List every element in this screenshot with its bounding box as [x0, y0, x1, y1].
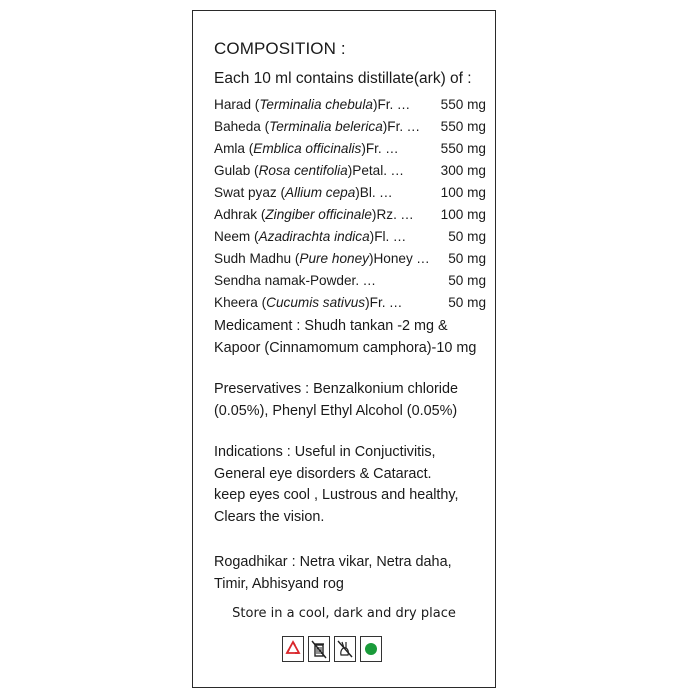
- ingredient-quantity: 550 mg: [440, 119, 486, 134]
- label-panel: [192, 10, 496, 688]
- composition-title: COMPOSITION :: [214, 39, 346, 58]
- ingredient-name: [214, 160, 387, 182]
- indications-line: keep eyes cool , Lustrous and healthy,: [214, 487, 459, 503]
- ingredient-common-name: Swat pyaz (: [214, 185, 286, 200]
- ingredient-name: [214, 248, 413, 270]
- ingredient-part: )Rz.: [371, 207, 397, 222]
- ingredient-name: [214, 292, 386, 314]
- ingredient-name: [214, 270, 359, 292]
- ingredient-part: )Fr.: [361, 141, 382, 156]
- ingredient-quantity: 50 mg: [448, 295, 486, 310]
- ingredient-name: [214, 116, 403, 138]
- ingredient-latin-name: Rosa centifolia: [258, 163, 348, 178]
- medicament-line: Medicament : Shudh tankan -2 mg &: [214, 318, 448, 334]
- ingredient-leader-dots: ...: [385, 141, 399, 156]
- ingredient-quantity: 100 mg: [440, 207, 486, 222]
- ingredient-list: [214, 94, 486, 314]
- composition-intro: Each 10 ml contains distillate(ark) of :: [214, 70, 472, 87]
- preservatives-block: [214, 379, 486, 422]
- ingredient-row: [214, 292, 486, 314]
- ingredient-quantity: 50 mg: [448, 229, 486, 244]
- ingredient-latin-name: Emblica officinalis: [253, 141, 362, 156]
- ingredient-common-name: Neem (: [214, 229, 259, 244]
- ingredient-part: )Fl.: [369, 229, 390, 244]
- vegetarian-mark-icon: [360, 636, 382, 662]
- ingredient-latin-name: Zingiber officinale: [265, 207, 372, 222]
- ingredient-quantity: 50 mg: [448, 273, 486, 288]
- ingredient-part: )Fr.: [365, 295, 386, 310]
- ingredient-name: [214, 138, 382, 160]
- ingredient-latin-name: Cucumis sativus: [266, 295, 366, 310]
- ingredient-leader-dots: ...: [397, 97, 411, 112]
- ingredient-row: [214, 182, 486, 204]
- ingredient-common-name: Gulab (: [214, 163, 259, 178]
- medicament-block: [214, 316, 486, 359]
- ingredient-row: [214, 248, 486, 270]
- indications-line: Clears the vision.: [214, 508, 325, 525]
- not-tested-on-animals-icon: [334, 636, 356, 662]
- ingredient-name: [214, 204, 397, 226]
- ingredient-latin-name: Pure honey: [299, 251, 369, 266]
- indications-line: General eye disorders & Cataract.: [214, 465, 432, 482]
- ingredient-quantity: 300 mg: [440, 163, 486, 178]
- ingredient-quantity: 100 mg: [440, 185, 486, 200]
- medicament-line: Kapoor (Cinnamomum camphora)-10 mg: [214, 339, 477, 356]
- label-content: [214, 39, 486, 595]
- ingredient-latin-name: Allium cepa: [285, 185, 356, 200]
- indications-block: [214, 442, 486, 528]
- ingredient-part: )Honey: [368, 251, 413, 266]
- preservatives-line: (0.05%), Phenyl Ethyl Alcohol (0.05%): [214, 402, 458, 419]
- ingredient-leader-dots: ...: [391, 163, 404, 178]
- storage-instruction: Store in a cool, dark and dry place: [232, 606, 456, 621]
- ingredient-quantity: 550 mg: [440, 141, 486, 156]
- preservatives-line: Preservatives : Benzalkonium chloride: [214, 381, 458, 397]
- recycle-icon: [282, 636, 304, 662]
- ingredient-row: [214, 94, 486, 116]
- rogadhikar-block: [214, 552, 486, 595]
- ingredient-latin-name: Terminalia chebula: [259, 97, 373, 112]
- symbol-row: [282, 636, 382, 662]
- ingredient-common-name: Amla (: [214, 141, 254, 156]
- ingredient-common-name: Sudh Madhu (: [214, 251, 300, 266]
- ingredient-row: [214, 204, 486, 226]
- ingredient-common-name: Adhrak (: [214, 207, 266, 222]
- ingredient-name: [214, 94, 393, 116]
- ingredient-common-name: Kheera (: [214, 295, 267, 310]
- ingredient-part: )Bl.: [355, 185, 376, 200]
- ingredient-leader-dots: ...: [389, 295, 403, 310]
- ingredient-part: )Petal.: [347, 163, 388, 178]
- rogadhikar-line: Rogadhikar : Netra vikar, Netra daha,: [214, 554, 452, 570]
- ingredient-latin-name: Terminalia belerica: [269, 119, 383, 134]
- ingredient-leader-dots: ...: [363, 273, 376, 288]
- indications-line: Indications : Useful in Conjuctivitis,: [214, 444, 436, 460]
- ingredient-part: )Fr.: [372, 97, 394, 112]
- ingredient-row: [214, 160, 486, 182]
- ingredient-leader-dots: ...: [407, 119, 420, 134]
- ingredient-row: [214, 226, 486, 248]
- ingredient-row: [214, 116, 486, 138]
- ingredient-quantity: 50 mg: [448, 251, 486, 266]
- ingredient-common-name: Sendha namak-Powder.: [214, 273, 360, 288]
- ingredient-quantity: 550 mg: [440, 97, 486, 112]
- ingredient-name: [214, 182, 376, 204]
- ingredient-leader-dots: ...: [379, 185, 393, 200]
- ingredient-part: )Fr.: [382, 119, 404, 134]
- ingredient-name: [214, 226, 389, 248]
- ingredient-row: [214, 270, 486, 292]
- ingredient-leader-dots: ...: [393, 229, 407, 244]
- ingredient-leader-dots: ...: [400, 207, 414, 222]
- no-litter-icon: [308, 636, 330, 662]
- ingredient-latin-name: Azadirachta indica: [258, 229, 370, 244]
- ingredient-row: [214, 138, 486, 160]
- ingredient-common-name: Baheda (: [214, 119, 270, 134]
- rogadhikar-line: Timir, Abhisyand rog: [214, 575, 344, 592]
- ingredient-common-name: Harad (: [214, 97, 260, 112]
- ingredient-leader-dots: ...: [416, 251, 430, 266]
